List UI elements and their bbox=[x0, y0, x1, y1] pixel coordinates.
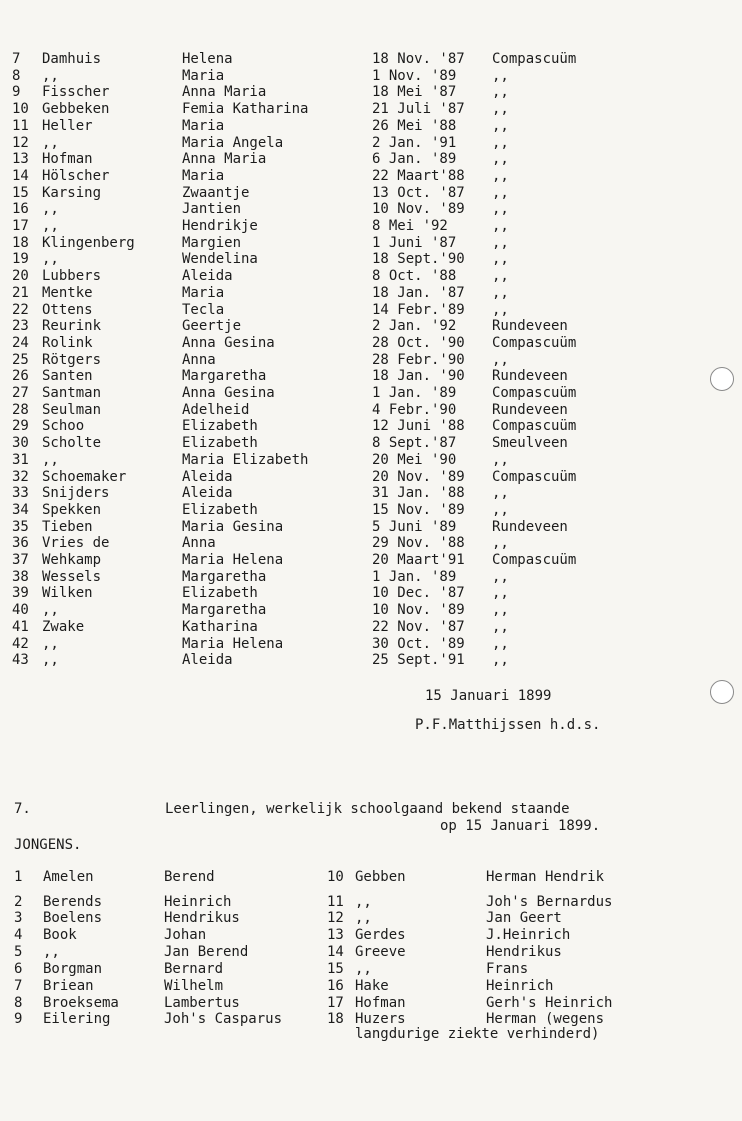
birth-place: Smeulveen bbox=[492, 435, 568, 452]
birth-date: 20 Mei '90 bbox=[372, 451, 457, 468]
boy-number: 5 bbox=[14, 944, 23, 960]
surname: Mentke bbox=[42, 284, 93, 301]
row-number: 28 bbox=[12, 401, 29, 418]
surname: ,, bbox=[42, 652, 59, 669]
birth-date: 1 Jan. '89 bbox=[372, 385, 457, 401]
birth-place: Rundeveen bbox=[492, 518, 568, 535]
birth-place: ,, bbox=[492, 351, 509, 368]
birth-place: ,, bbox=[492, 201, 509, 218]
row-number: 10 bbox=[12, 101, 29, 118]
surname: ,, bbox=[42, 635, 59, 652]
boy-first-name: Jan Geert bbox=[486, 910, 562, 926]
boy-number: 4 bbox=[14, 927, 23, 943]
boy-surname: Briean bbox=[43, 978, 94, 994]
row-number: 20 bbox=[12, 268, 29, 285]
first-name: Wendelina bbox=[182, 251, 258, 268]
boy-first-name: Herman Hendrik bbox=[486, 869, 605, 885]
boy-first-name: Hendrikus bbox=[164, 910, 240, 926]
punch-hole bbox=[710, 680, 734, 704]
surname: Lubbers bbox=[42, 268, 102, 285]
birth-place: ,, bbox=[492, 451, 509, 468]
row-number: 12 bbox=[12, 134, 29, 151]
first-name: Maria Gesina bbox=[182, 518, 284, 535]
boy-surname: Gerdes bbox=[355, 927, 406, 943]
birth-place: Compascuüm bbox=[492, 334, 577, 351]
first-name: Elizabeth bbox=[182, 418, 258, 435]
birth-place: Rundeveen bbox=[492, 368, 568, 385]
surname: Wehkamp bbox=[42, 552, 102, 568]
birth-date: 12 Juni '88 bbox=[372, 418, 465, 435]
boy-surname: Amelen bbox=[43, 869, 94, 885]
row-number: 34 bbox=[12, 501, 29, 518]
row-number: 41 bbox=[12, 618, 29, 635]
birth-place: ,, bbox=[492, 101, 509, 118]
first-name: Hendrikje bbox=[182, 218, 258, 234]
boy-first-name: Herman (wegens bbox=[486, 1011, 605, 1027]
first-name: Maria bbox=[182, 284, 225, 301]
first-name: Elizabeth bbox=[182, 501, 258, 518]
birth-place: Compascuüm bbox=[492, 418, 577, 435]
surname: Klingenberg bbox=[42, 234, 135, 251]
birth-date: 4 Febr.'90 bbox=[372, 401, 457, 418]
birth-date: 15 Nov. '89 bbox=[372, 501, 465, 518]
birth-date: 18 Jan. '87 bbox=[372, 284, 465, 301]
row-number: 7 bbox=[12, 51, 21, 67]
boy-surname: Hofman bbox=[355, 995, 406, 1011]
row-number: 24 bbox=[12, 334, 29, 351]
birth-place: ,, bbox=[492, 301, 509, 318]
boy-first-name: J.Heinrich bbox=[486, 927, 571, 943]
row-number: 31 bbox=[12, 451, 29, 468]
birth-date: 28 Oct. '90 bbox=[372, 334, 465, 351]
first-name: Anna bbox=[182, 351, 216, 368]
row-number: 36 bbox=[12, 535, 29, 552]
first-name: Anna Maria bbox=[182, 151, 267, 168]
boy-first-name: Johan bbox=[164, 927, 207, 943]
boys-note: langdurige ziekte verhinderd) bbox=[355, 1026, 600, 1042]
row-number: 13 bbox=[12, 151, 29, 168]
birth-date: 8 Mei '92 bbox=[372, 218, 448, 234]
first-name: Anna Gesina bbox=[182, 385, 275, 401]
birth-date: 13 Oct. '87 bbox=[372, 184, 465, 201]
boy-number: 7 bbox=[14, 978, 23, 994]
row-number: 9 bbox=[12, 84, 21, 101]
boy-first-name: Heinrich bbox=[486, 978, 554, 994]
birth-date: 1 Juni '87 bbox=[372, 234, 457, 251]
first-name: Anna Maria bbox=[182, 84, 267, 101]
boy-number: 17 bbox=[327, 995, 344, 1011]
boy-first-name: Lambertus bbox=[164, 995, 240, 1011]
birth-place: Compascuüm bbox=[492, 385, 577, 401]
section-number: 7. bbox=[14, 801, 31, 817]
birth-place: Compascuüm bbox=[492, 468, 577, 485]
birth-date: 30 Oct. '89 bbox=[372, 635, 465, 652]
birth-date: 22 Nov. '87 bbox=[372, 618, 465, 635]
birth-date: 10 Dec. '87 bbox=[372, 585, 465, 602]
surname: Vries de bbox=[42, 535, 110, 552]
surname: ,, bbox=[42, 602, 59, 619]
row-number: 32 bbox=[12, 468, 29, 485]
signature-name: P.F.Matthijssen h.d.s. bbox=[415, 717, 601, 733]
row-number: 14 bbox=[12, 167, 29, 184]
row-number: 43 bbox=[12, 652, 29, 669]
birth-place: ,, bbox=[492, 251, 509, 268]
first-name: Maria bbox=[182, 67, 225, 84]
surname: ,, bbox=[42, 201, 59, 218]
row-number: 38 bbox=[12, 568, 29, 585]
birth-date: 18 Jan. '90 bbox=[372, 368, 465, 385]
birth-place: ,, bbox=[492, 618, 509, 635]
row-number: 18 bbox=[12, 234, 29, 251]
punch-hole bbox=[710, 367, 734, 391]
birth-place: ,, bbox=[492, 602, 509, 619]
first-name: Margaretha bbox=[182, 568, 267, 585]
row-number: 16 bbox=[12, 201, 29, 218]
surname: Santman bbox=[42, 385, 102, 401]
birth-date: 18 Sept.'90 bbox=[372, 251, 465, 268]
first-name: Tecla bbox=[182, 301, 225, 318]
first-name: Jantien bbox=[182, 201, 242, 218]
birth-date: 21 Juli '87 bbox=[372, 101, 465, 118]
surname: Spekken bbox=[42, 501, 102, 518]
birth-date: 5 Juni '89 bbox=[372, 518, 457, 535]
birth-place: ,, bbox=[492, 84, 509, 101]
surname: Rolink bbox=[42, 334, 93, 351]
first-name: Adelheid bbox=[182, 401, 250, 418]
row-number: 33 bbox=[12, 485, 29, 502]
row-number: 17 bbox=[12, 218, 29, 234]
birth-date: 10 Nov. '89 bbox=[372, 201, 465, 218]
first-name: Maria Helena bbox=[182, 635, 284, 652]
birth-place: Rundeveen bbox=[492, 318, 568, 335]
first-name: Margien bbox=[182, 234, 242, 251]
row-number: 8 bbox=[12, 67, 21, 84]
row-number: 42 bbox=[12, 635, 29, 652]
birth-date: 8 Oct. '88 bbox=[372, 268, 457, 285]
surname: Gebbeken bbox=[42, 101, 110, 118]
surname: Karsing bbox=[42, 184, 102, 201]
boy-surname: Borgman bbox=[43, 961, 103, 977]
boy-first-name: Gerh's Heinrich bbox=[486, 995, 613, 1011]
boy-number: 3 bbox=[14, 910, 23, 926]
birth-place: ,, bbox=[492, 568, 509, 585]
row-number: 25 bbox=[12, 351, 29, 368]
row-number: 26 bbox=[12, 368, 29, 385]
row-number: 27 bbox=[12, 385, 29, 401]
birth-date: 14 Febr.'89 bbox=[372, 301, 465, 318]
boy-number: 6 bbox=[14, 961, 23, 977]
boy-surname: Book bbox=[43, 927, 77, 943]
boy-first-name: Frans bbox=[486, 961, 529, 977]
first-name: Maria bbox=[182, 117, 225, 134]
section-title-line1: Leerlingen, werkelijk schoolgaand bekend staande bbox=[165, 801, 570, 817]
boy-first-name: Hendrikus bbox=[486, 944, 562, 960]
first-name: Anna bbox=[182, 535, 216, 552]
boy-number: 12 bbox=[327, 910, 344, 926]
first-name: Zwaantje bbox=[182, 184, 250, 201]
birth-place: ,, bbox=[492, 635, 509, 652]
birth-place: ,, bbox=[492, 535, 509, 552]
birth-place: ,, bbox=[492, 184, 509, 201]
surname: Scholte bbox=[42, 435, 102, 452]
birth-place: ,, bbox=[492, 268, 509, 285]
birth-place: ,, bbox=[492, 284, 509, 301]
section-title-line2: op 15 Januari 1899. bbox=[440, 818, 601, 834]
boy-first-name: Berend bbox=[164, 869, 215, 885]
surname: ,, bbox=[42, 451, 59, 468]
surname: Rötgers bbox=[42, 351, 102, 368]
first-name: Aleida bbox=[182, 468, 233, 485]
surname: Wilken bbox=[42, 585, 93, 602]
birth-place: ,, bbox=[492, 234, 509, 251]
signature-date: 15 Januari 1899 bbox=[425, 688, 552, 704]
first-name: Maria Angela bbox=[182, 134, 284, 151]
birth-date: 1 Jan. '89 bbox=[372, 568, 457, 585]
surname: ,, bbox=[42, 134, 59, 151]
boy-surname: Gebben bbox=[355, 869, 406, 885]
boy-number: 18 bbox=[327, 1011, 344, 1027]
birth-date: 22 Maart'88 bbox=[372, 167, 465, 184]
birth-date: 28 Febr.'90 bbox=[372, 351, 465, 368]
row-number: 11 bbox=[12, 117, 29, 134]
first-name: Helena bbox=[182, 51, 233, 67]
birth-date: 2 Jan. '91 bbox=[372, 134, 457, 151]
first-name: Aleida bbox=[182, 268, 233, 285]
birth-place: Compascuüm bbox=[492, 552, 577, 568]
boy-surname: Huzers bbox=[355, 1011, 406, 1027]
birth-date: 26 Mei '88 bbox=[372, 117, 457, 134]
birth-place: Compascuüm bbox=[492, 51, 577, 67]
first-name: Anna Gesina bbox=[182, 334, 275, 351]
surname: Tieben bbox=[42, 518, 93, 535]
birth-place: ,, bbox=[492, 501, 509, 518]
surname: Heller bbox=[42, 117, 93, 134]
surname: Santen bbox=[42, 368, 93, 385]
boy-number: 9 bbox=[14, 1011, 23, 1027]
birth-place: ,, bbox=[492, 67, 509, 84]
first-name: Elizabeth bbox=[182, 435, 258, 452]
birth-date: 2 Jan. '92 bbox=[372, 318, 457, 335]
surname: Seulman bbox=[42, 401, 102, 418]
birth-date: 1 Nov. '89 bbox=[372, 67, 457, 84]
boy-number: 11 bbox=[327, 894, 344, 910]
surname: Wessels bbox=[42, 568, 102, 585]
row-number: 30 bbox=[12, 435, 29, 452]
boys-heading: JONGENS. bbox=[14, 837, 82, 853]
boy-first-name: Jan Berend bbox=[164, 944, 249, 960]
boy-number: 15 bbox=[327, 961, 344, 977]
boy-number: 1 bbox=[14, 869, 23, 885]
first-name: Aleida bbox=[182, 485, 233, 502]
birth-place: ,, bbox=[492, 151, 509, 168]
birth-place: ,, bbox=[492, 134, 509, 151]
surname: Snijders bbox=[42, 485, 110, 502]
birth-place: ,, bbox=[492, 585, 509, 602]
boy-number: 14 bbox=[327, 944, 344, 960]
boy-surname: Greeve bbox=[355, 944, 406, 960]
birth-date: 10 Nov. '89 bbox=[372, 602, 465, 619]
boy-first-name: Wilhelm bbox=[164, 978, 224, 994]
boy-surname: ,, bbox=[43, 944, 60, 960]
surname: ,, bbox=[42, 218, 59, 234]
birth-date: 20 Nov. '89 bbox=[372, 468, 465, 485]
birth-place: ,, bbox=[492, 167, 509, 184]
boy-first-name: Bernard bbox=[164, 961, 224, 977]
boy-surname: ,, bbox=[355, 910, 372, 926]
boy-first-name: Joh's Casparus bbox=[164, 1011, 283, 1027]
boy-first-name: Joh's Bernardus bbox=[486, 894, 613, 910]
row-number: 40 bbox=[12, 602, 29, 619]
birth-date: 29 Nov. '88 bbox=[372, 535, 465, 552]
birth-date: 18 Mei '87 bbox=[372, 84, 457, 101]
first-name: Maria Elizabeth bbox=[182, 451, 309, 468]
boy-first-name: Heinrich bbox=[164, 894, 232, 910]
row-number: 29 bbox=[12, 418, 29, 435]
birth-date: 18 Nov. '87 bbox=[372, 51, 465, 67]
birth-date: 31 Jan. '88 bbox=[372, 485, 465, 502]
row-number: 35 bbox=[12, 518, 29, 535]
first-name: Maria Helena bbox=[182, 552, 284, 568]
birth-place: ,, bbox=[492, 117, 509, 134]
surname: Fisscher bbox=[42, 84, 110, 101]
surname: Reurink bbox=[42, 318, 102, 335]
birth-place: ,, bbox=[492, 218, 509, 234]
birth-date: 25 Sept.'91 bbox=[372, 652, 465, 669]
first-name: Geertje bbox=[182, 318, 242, 335]
first-name: Aleida bbox=[182, 652, 233, 669]
first-name: Femia Katharina bbox=[182, 101, 309, 118]
boy-surname: Broeksema bbox=[43, 995, 119, 1011]
first-name: Margaretha bbox=[182, 602, 267, 619]
surname: Zwake bbox=[42, 618, 85, 635]
boy-number: 10 bbox=[327, 869, 344, 885]
row-number: 39 bbox=[12, 585, 29, 602]
first-name: Maria bbox=[182, 167, 225, 184]
surname: ,, bbox=[42, 67, 59, 84]
birth-date: 8 Sept.'87 bbox=[372, 435, 457, 452]
row-number: 19 bbox=[12, 251, 29, 268]
surname: Hofman bbox=[42, 151, 93, 168]
first-name: Margaretha bbox=[182, 368, 267, 385]
row-number: 37 bbox=[12, 552, 29, 568]
boy-number: 13 bbox=[327, 927, 344, 943]
boy-surname: Hake bbox=[355, 978, 389, 994]
row-number: 15 bbox=[12, 184, 29, 201]
birth-place: Rundeveen bbox=[492, 401, 568, 418]
boy-surname: ,, bbox=[355, 961, 372, 977]
boy-surname: Berends bbox=[43, 894, 103, 910]
surname: Hölscher bbox=[42, 167, 110, 184]
boy-number: 16 bbox=[327, 978, 344, 994]
birth-place: ,, bbox=[492, 485, 509, 502]
row-number: 21 bbox=[12, 284, 29, 301]
boy-number: 2 bbox=[14, 894, 23, 910]
first-name: Elizabeth bbox=[182, 585, 258, 602]
surname: Ottens bbox=[42, 301, 93, 318]
surname: Schoemaker bbox=[42, 468, 127, 485]
row-number: 23 bbox=[12, 318, 29, 335]
boy-surname: ,, bbox=[355, 894, 372, 910]
surname: Schoo bbox=[42, 418, 85, 435]
row-number: 22 bbox=[12, 301, 29, 318]
boy-surname: Eilering bbox=[43, 1011, 111, 1027]
boy-surname: Boelens bbox=[43, 910, 103, 926]
boy-number: 8 bbox=[14, 995, 23, 1011]
birth-place: ,, bbox=[492, 652, 509, 669]
surname: Damhuis bbox=[42, 51, 102, 67]
birth-date: 20 Maart'91 bbox=[372, 552, 465, 568]
surname: ,, bbox=[42, 251, 59, 268]
first-name: Katharina bbox=[182, 618, 258, 635]
birth-date: 6 Jan. '89 bbox=[372, 151, 457, 168]
